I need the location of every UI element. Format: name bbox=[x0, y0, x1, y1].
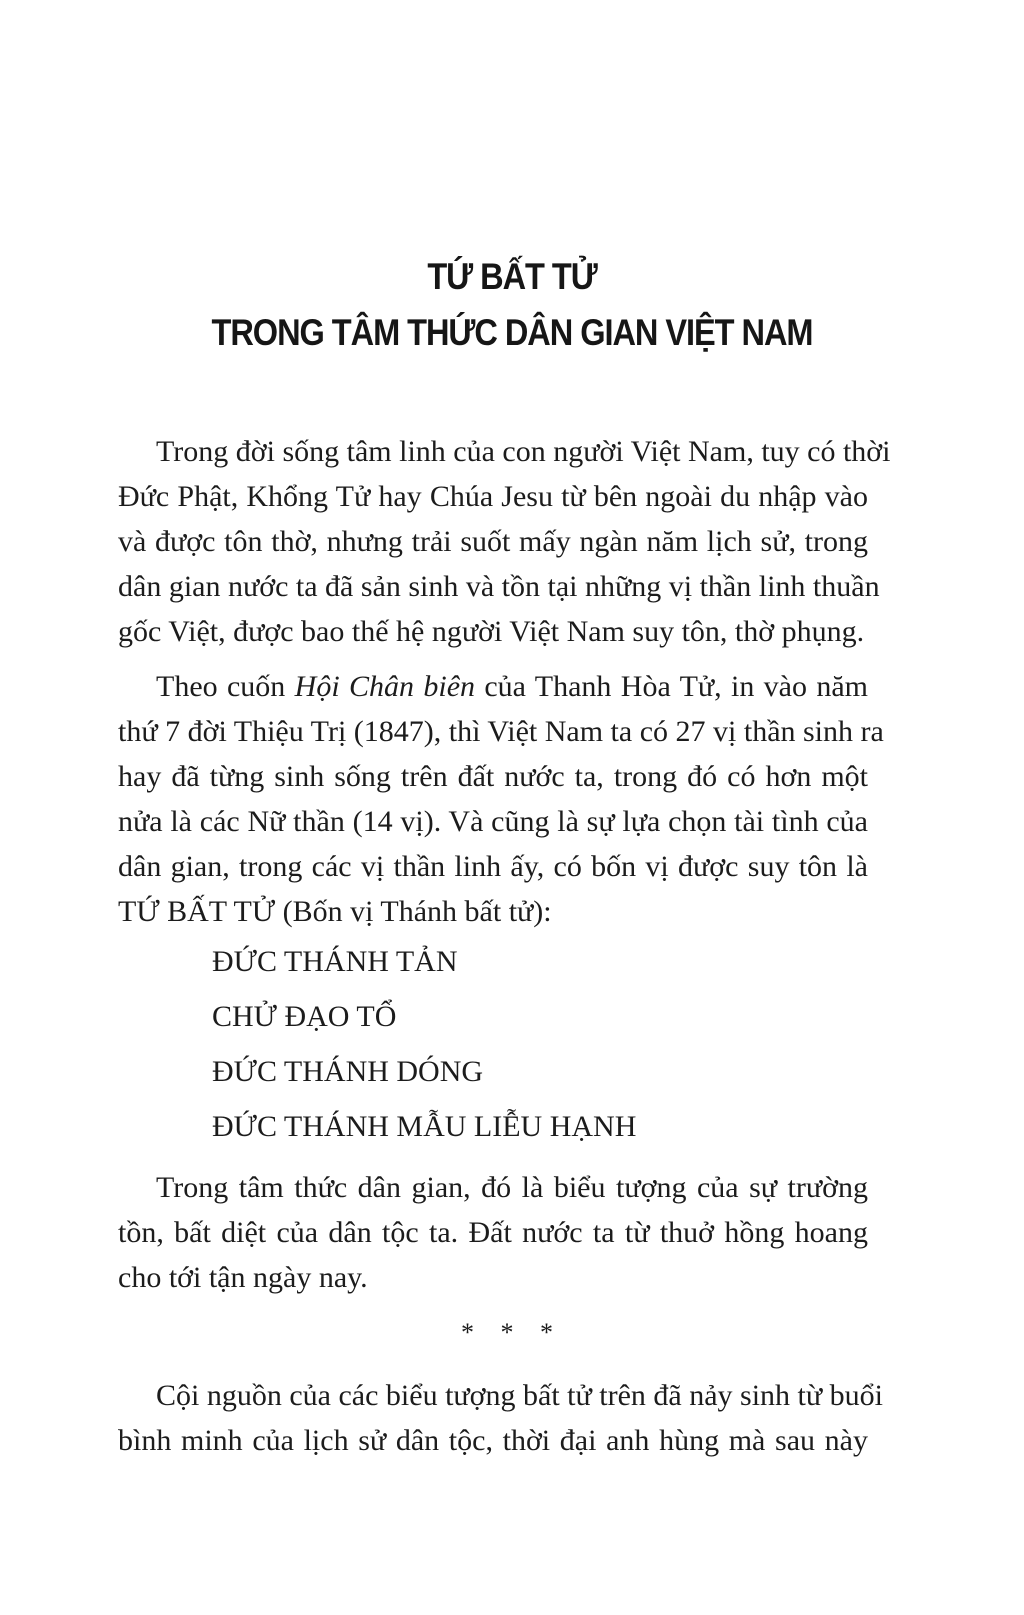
saint-list-item: CHỬ ĐẠO TỔ bbox=[212, 1000, 397, 1033]
paragraph-line: TỨ BẤT TỬ (Bốn vị Thánh bất tử): bbox=[118, 895, 552, 928]
paragraph-line: cho tới tận ngày nay. bbox=[118, 1261, 368, 1294]
paragraph-2 bbox=[118, 665, 884, 935]
paragraph-line: Trong đời sống tâm linh của con người Việt Nam, tuy có thời bbox=[156, 435, 891, 468]
paragraph-line: nửa là các Nữ thần (14 vị). Và cũng là sự lựa chọn tài tình của bbox=[118, 805, 868, 838]
chapter-title-line-1: TỨ BẤT TỬ bbox=[427, 256, 597, 297]
saint-list-item: ĐỨC THÁNH TẢN bbox=[212, 945, 458, 978]
chapter-title-line-2: TRONG TÂM THỨC DÂN GIAN VIỆT NAM bbox=[211, 312, 813, 353]
paragraph-line: tồn, bất diệt của dân tộc ta. Đất nước ta từ thuở hồng hoang bbox=[118, 1216, 868, 1249]
paragraph-line: dân gian, trong các vị thần linh ấy, có bốn vị được suy tôn là bbox=[118, 850, 868, 883]
paragraph-line: gốc Việt, được bao thế hệ người Việt Nam suy tôn, thờ phụng. bbox=[118, 615, 865, 648]
paragraph-line: hay đã từng sinh sống trên đất nước ta, trong đó có hơn một bbox=[118, 760, 868, 793]
paragraph-line: Trong tâm thức dân gian, đó là biểu tượng của sự trường bbox=[156, 1171, 868, 1204]
section-separator: * * * bbox=[461, 1318, 563, 1347]
paragraph-line: Cội nguồn của các biểu tượng bất tử trên đã nảy sinh từ buổi bbox=[156, 1379, 883, 1412]
paragraph-line: Đức Phật, Khổng Tử hay Chúa Jesu từ bên ngoài du nhập vào bbox=[118, 480, 868, 513]
paragraph-line: và được tôn thờ, nhưng trải suốt mấy ngàn năm lịch sử, trong bbox=[118, 525, 868, 558]
saint-list-item: ĐỨC THÁNH MẪU LIỄU HẠNH bbox=[212, 1110, 637, 1143]
paragraph-line: thứ 7 đời Thiệu Trị (1847), thì Việt Nam ta có 27 vị thần sinh ra bbox=[118, 715, 884, 748]
paragraph-line bbox=[118, 665, 868, 710]
book-title: Hội Chân biên bbox=[294, 670, 476, 703]
paragraph-1 bbox=[118, 430, 891, 655]
saint-list-item: ĐỨC THÁNH DÓNG bbox=[212, 1055, 484, 1088]
paragraph-line: dân gian nước ta đã sản sinh và tồn tại những vị thần linh thuần bbox=[118, 570, 880, 603]
paragraph-line: bình minh của lịch sử dân tộc, thời đại anh hùng mà sau này bbox=[118, 1424, 868, 1457]
text-run: của Thanh Hòa Tử, in vào năm bbox=[475, 670, 868, 703]
paragraph-4 bbox=[118, 1374, 883, 1464]
paragraph-3 bbox=[118, 1166, 868, 1301]
text-run: Theo cuốn bbox=[156, 670, 295, 703]
